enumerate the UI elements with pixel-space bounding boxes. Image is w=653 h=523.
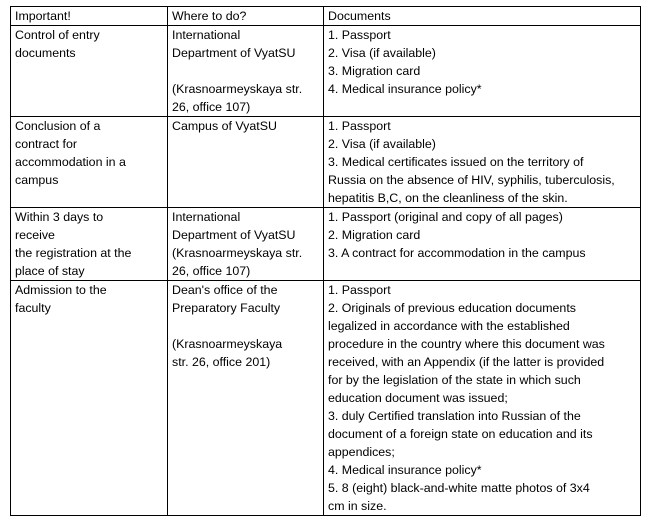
where-cell: [168, 281, 324, 516]
cell-line: (Krasnoarmeyskaya: [172, 337, 283, 351]
cell-line: received, with an Appendix (if the latter is provided: [328, 355, 605, 369]
cell-line: 3. duly Certified translation into Russian of the: [328, 409, 581, 423]
cell-line: 1. Passport (original and copy of all pages): [328, 210, 563, 224]
cell-line: Campus of VyatSU: [172, 119, 277, 133]
column-header-where: Where to do?: [168, 7, 324, 26]
cell-line: Control of entry: [15, 28, 100, 42]
cell-line: 26, office 107): [172, 100, 251, 114]
cell-line: procedure in the country where this document was: [328, 337, 605, 351]
cell-line: (Krasnoarmeyskaya str.: [172, 246, 303, 260]
cell-line: education document was issued;: [328, 391, 508, 405]
cell-line: contract for: [15, 137, 77, 151]
cell-line: 3. A contract for accommodation in the campus: [328, 246, 586, 260]
cell-line: Within 3 days to: [15, 210, 104, 224]
documents-cell: [324, 117, 641, 208]
cell-line: campus: [15, 173, 59, 187]
cell-line: 1. Passport: [328, 119, 391, 133]
where-cell: [168, 117, 324, 208]
cell-line: 4. Medical insurance policy*: [328, 82, 482, 96]
cell-line: Preparatory Faculty: [172, 301, 281, 315]
cell-line: for by the legislation of the state in which such: [328, 373, 581, 387]
where-cell: [168, 26, 324, 117]
important-cell: [11, 117, 168, 208]
where-cell: [168, 208, 324, 281]
documents-cell: [324, 26, 641, 117]
documents-table: [10, 6, 641, 516]
cell-line: 2. Originals of previous education documents: [328, 301, 576, 315]
blank-line: [172, 317, 319, 335]
cell-line: 1. Passport: [328, 28, 391, 42]
cell-line: 1. Passport: [328, 283, 391, 297]
table-row: [11, 26, 641, 117]
cell-line: 5. 8 (eight) black-and-white matte photos of 3x4: [328, 481, 590, 495]
cell-line: 3. Medical certificates issued on the territory of: [328, 155, 584, 169]
cell-line: Department of VyatSU: [172, 46, 296, 60]
cell-line: International: [172, 28, 241, 42]
documents-cell: [324, 208, 641, 281]
cell-line: 3. Migration card: [328, 64, 421, 78]
table-row: [11, 208, 641, 281]
cell-line: legalized in accordance with the established: [328, 319, 570, 333]
important-cell: [11, 281, 168, 516]
table-row: [11, 281, 641, 516]
cell-line: 26, office 107): [172, 264, 251, 278]
cell-line: hepatitis B,C, on the cleanliness of the skin.: [328, 191, 568, 205]
cell-line: place of stay: [15, 264, 85, 278]
important-cell: [11, 26, 168, 117]
cell-line: accommodation in a: [15, 155, 126, 169]
table-header-row: [11, 7, 641, 26]
cell-line: document of a foreign state on education and its: [328, 427, 593, 441]
cell-line: Department of VyatSU: [172, 228, 296, 242]
cell-line: cm in size.: [328, 499, 387, 513]
important-cell: [11, 208, 168, 281]
cell-line: (Krasnoarmeyskaya str.: [172, 82, 303, 96]
cell-line: 2. Visa (if available): [328, 46, 436, 60]
cell-line: documents: [15, 46, 76, 60]
documents-cell: [324, 281, 641, 516]
cell-line: Admission to the: [15, 283, 107, 297]
table-row: [11, 117, 641, 208]
cell-line: 2. Migration card: [328, 228, 421, 242]
cell-line: the registration at the: [15, 246, 132, 260]
cell-line: 4. Medical insurance policy*: [328, 463, 482, 477]
cell-line: str. 26, office 201): [172, 355, 271, 369]
cell-line: Dean's office of the: [172, 283, 278, 297]
cell-line: Conclusion of a: [15, 119, 101, 133]
column-header-important: Important!: [11, 7, 168, 26]
cell-line: receive: [15, 228, 55, 242]
column-header-documents: Documents: [324, 7, 641, 26]
cell-line: 2. Visa (if available): [328, 137, 436, 151]
cell-line: appendices;: [328, 445, 395, 459]
blank-line: [172, 62, 319, 80]
cell-line: International: [172, 210, 241, 224]
cell-line: faculty: [15, 301, 51, 315]
cell-line: Russia on the absence of HIV, syphilis, tuberculosis,: [328, 173, 615, 187]
